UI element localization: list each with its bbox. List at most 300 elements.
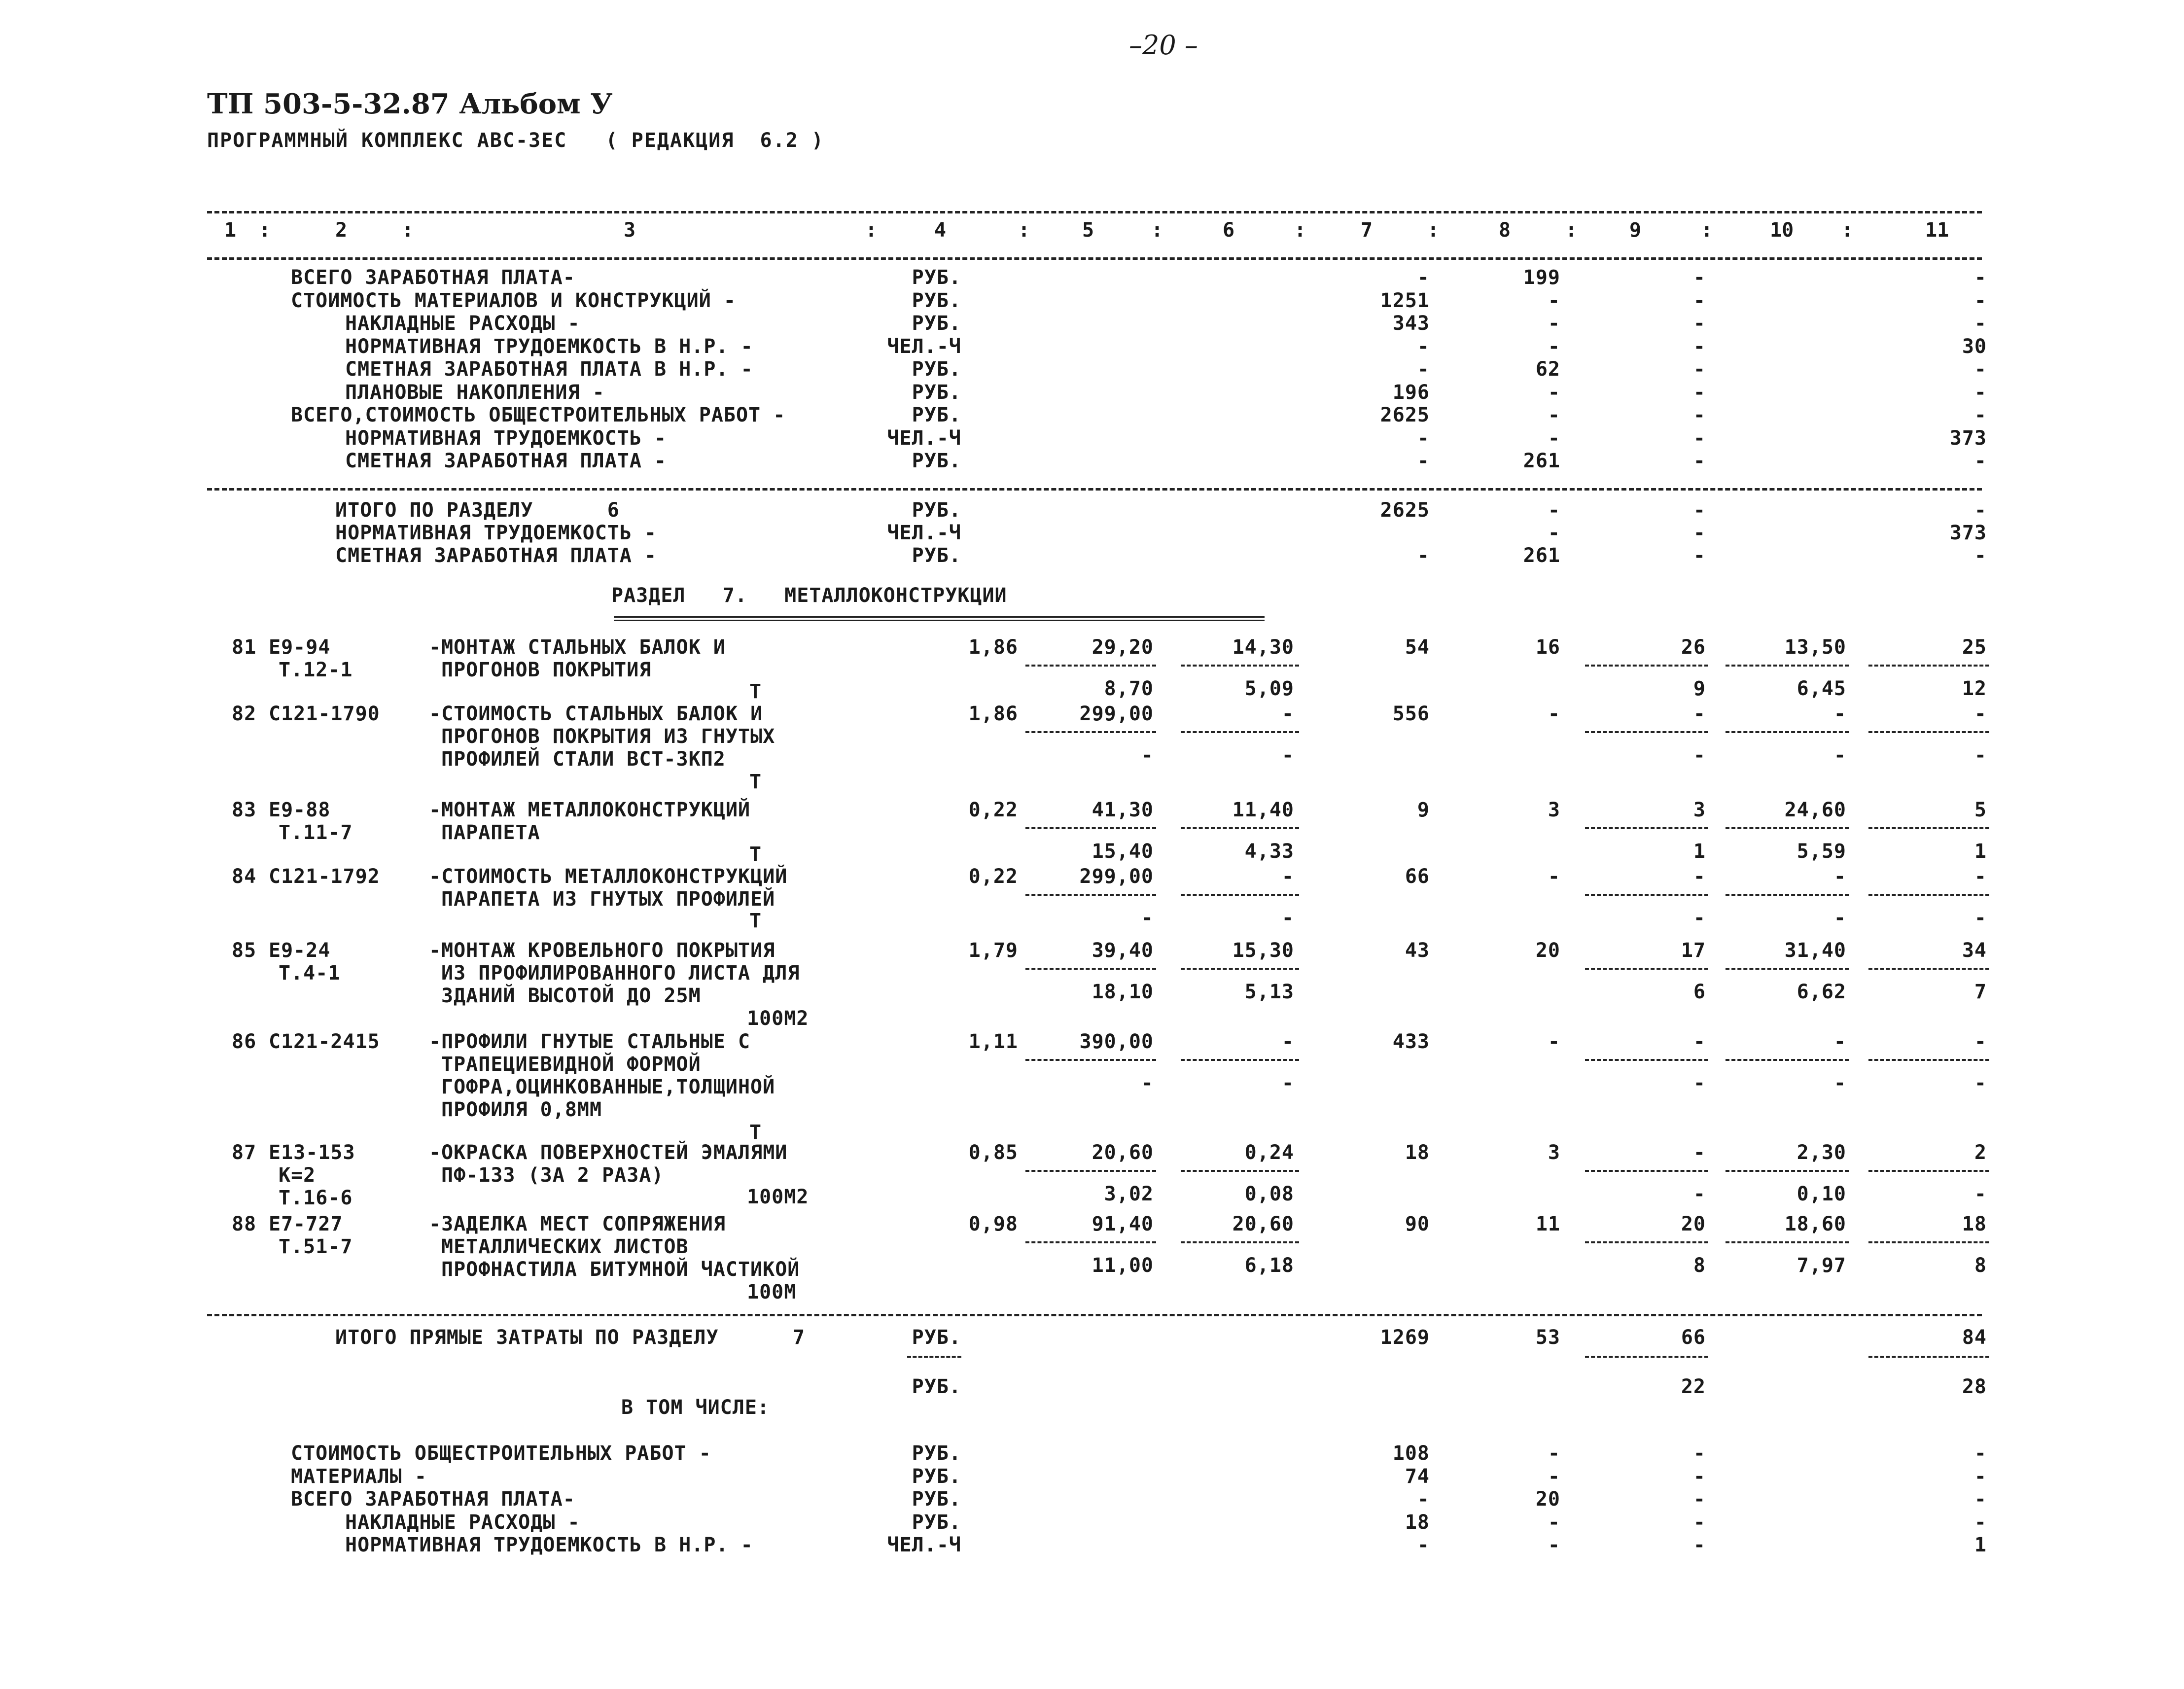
total-cost: 54 xyxy=(1405,636,1430,659)
total-cost: 556 xyxy=(1392,703,1430,725)
underline xyxy=(1025,827,1156,829)
item-unit: Т xyxy=(749,771,762,793)
summary-label: ВСЕГО ЗАРАБОТНАЯ ПЛАТА- xyxy=(291,266,575,289)
summary-unit: ЧЕЛ.-Ч xyxy=(887,522,961,544)
underline xyxy=(1181,1170,1299,1172)
col11-value: - xyxy=(1974,381,1987,404)
col11-value: - xyxy=(1974,1030,1987,1053)
col9-value: - xyxy=(1693,1442,1706,1465)
col8-value: 199 xyxy=(1523,266,1560,289)
col11-sub: - xyxy=(1974,744,1987,767)
summary-unit: РУБ. xyxy=(912,312,961,335)
underline xyxy=(1181,827,1299,829)
col7-value: - xyxy=(1417,1534,1430,1556)
underline xyxy=(1025,665,1156,667)
unit-wage: 14,30 xyxy=(1232,636,1294,659)
col7-value: 18 xyxy=(1405,1511,1430,1534)
total-wage: 3 xyxy=(1548,799,1560,821)
unit-price: 299,00 xyxy=(1079,703,1154,725)
col9-sub: 8 xyxy=(1693,1254,1706,1277)
summary-label: МАТЕРИАЛЫ - xyxy=(291,1465,427,1488)
item-description: ПРОГОНОВ ПОКРЫТИЯ ИЗ ГНУТЫХ xyxy=(441,725,775,748)
unit-wage: - xyxy=(1281,703,1294,725)
qty-value: 0,85 xyxy=(968,1141,1018,1164)
underline xyxy=(1585,968,1708,970)
item-description: -МОНТАЖ СТАЛЬНЫХ БАЛОК И xyxy=(429,636,726,659)
col9-value: - xyxy=(1693,1465,1706,1488)
underline xyxy=(1025,968,1156,970)
item-description: -МОНТАЖ МЕТАЛЛОКОНСТРУКЦИЙ xyxy=(429,799,751,821)
summary-label: ВСЕГО ЗАРАБОТНАЯ ПЛАТА- xyxy=(291,1488,575,1511)
item-unit: 100М2 xyxy=(747,1186,809,1208)
section-title: РАЗДЕЛ 7. МЕТАЛЛОКОНСТРУКЦИИ xyxy=(611,584,1007,607)
item-code: С121-1790 xyxy=(269,703,380,725)
underline xyxy=(1025,1170,1156,1172)
unit-price-sub: 11,00 xyxy=(1092,1254,1154,1277)
item-number: 86 xyxy=(232,1030,257,1053)
direct-total-cost: 1269 xyxy=(1380,1326,1430,1349)
underline xyxy=(1181,665,1299,667)
col10-value: 2,30 xyxy=(1797,1141,1846,1164)
col9-value: - xyxy=(1693,381,1706,404)
item-unit: Т xyxy=(749,680,762,703)
section-rule xyxy=(207,1314,1982,1316)
total-wage: 3 xyxy=(1548,1141,1560,1164)
col9-value: - xyxy=(1693,499,1706,522)
col9-sub: 6 xyxy=(1693,981,1706,1003)
total-wage: - xyxy=(1548,703,1560,725)
col11-value: - xyxy=(1974,289,1987,312)
header-col: 5 xyxy=(1082,219,1094,242)
col11-value: - xyxy=(1974,499,1987,522)
underline xyxy=(1025,1241,1156,1243)
direct-total-col9-sub: 22 xyxy=(1681,1375,1706,1398)
col8-value: 261 xyxy=(1523,544,1560,567)
header-col: : xyxy=(1151,219,1163,242)
col9-value: 26 xyxy=(1681,636,1706,659)
unit-price: 39,40 xyxy=(1092,939,1154,962)
item-description: ПРОФНАСТИЛА БИТУМНОЙ ЧАСТИКОЙ xyxy=(441,1258,800,1281)
item-code-ref: Т.4-1 xyxy=(279,962,341,985)
total-cost: 18 xyxy=(1405,1141,1430,1164)
item-description: ПАРАПЕТА ИЗ ГНУТЫХ ПРОФИЛЕЙ xyxy=(441,888,775,911)
unit-price: 390,00 xyxy=(1079,1030,1154,1053)
col11-value: - xyxy=(1974,404,1987,426)
col8-value: - xyxy=(1548,499,1560,522)
col9-value: - xyxy=(1693,1534,1706,1556)
total-wage: 11 xyxy=(1535,1213,1560,1235)
col11-value: 18 xyxy=(1962,1213,1987,1235)
col8-value: - xyxy=(1548,1534,1560,1556)
col11-value: - xyxy=(1974,358,1987,381)
col7-value: 108 xyxy=(1392,1442,1430,1465)
col11-value: - xyxy=(1974,266,1987,289)
total-cost: 43 xyxy=(1405,939,1430,962)
summary-unit: РУБ. xyxy=(912,289,961,312)
underline xyxy=(1025,731,1156,733)
summary-label: ИТОГО ПО РАЗДЕЛУ 6 xyxy=(335,499,620,522)
total-wage: 16 xyxy=(1535,636,1560,659)
col7-value: 1251 xyxy=(1380,289,1430,312)
col9-value: - xyxy=(1693,358,1706,381)
summary-unit: РУБ. xyxy=(912,266,961,289)
col9-value: 17 xyxy=(1681,939,1706,962)
col8-value: - xyxy=(1548,289,1560,312)
unit-wage-sub: 6,18 xyxy=(1244,1254,1294,1277)
col11-sub: 8 xyxy=(1974,1254,1987,1277)
underline xyxy=(1181,1241,1299,1243)
underline xyxy=(1726,968,1849,970)
col10-sub: 6,62 xyxy=(1797,981,1846,1003)
col11-value: 1 xyxy=(1974,1534,1987,1556)
col11-sub: - xyxy=(1974,907,1987,929)
col8-value: - xyxy=(1548,312,1560,335)
underline xyxy=(1181,1059,1299,1061)
qty-value: 0,22 xyxy=(968,865,1018,888)
col7-value: - xyxy=(1417,450,1430,472)
item-description: ЗДАНИЙ ВЫСОТОЙ ДО 25М xyxy=(441,985,701,1007)
item-code: Е13-153 xyxy=(269,1141,355,1164)
col8-value: 62 xyxy=(1535,358,1560,381)
header-col: : xyxy=(1565,219,1578,242)
page-number: –20 – xyxy=(1129,30,1198,61)
summary-label: СМЕТНАЯ ЗАРАБОТНАЯ ПЛАТА - xyxy=(345,450,667,472)
col11-value: 2 xyxy=(1974,1141,1987,1164)
underline xyxy=(1585,1059,1708,1061)
col7-value: 196 xyxy=(1392,381,1430,404)
summary-label: НОРМАТИВНАЯ ТРУДОЕМКОСТЬ - xyxy=(345,426,667,450)
col9-value: - xyxy=(1693,544,1706,567)
unit-price: 299,00 xyxy=(1079,865,1154,888)
summary-label: НОРМАТИВНАЯ ТРУДОЕМКОСТЬ В Н.Р. - xyxy=(345,335,753,358)
unit-price-sub: 18,10 xyxy=(1092,981,1154,1003)
item-description: -ПРОФИЛИ ГНУТЫЕ СТАЛЬНЫЕ С xyxy=(429,1030,751,1053)
total-wage: - xyxy=(1548,1030,1560,1053)
col8-value: - xyxy=(1548,404,1560,426)
underline xyxy=(1585,827,1708,829)
col10-value: 24,60 xyxy=(1784,799,1846,821)
col10-sub: - xyxy=(1833,744,1846,767)
underline xyxy=(1726,1170,1849,1172)
underline xyxy=(1585,1241,1708,1243)
item-description: ПРОГОНОВ ПОКРЫТИЯ xyxy=(441,659,652,681)
underline xyxy=(1585,1170,1708,1172)
direct-total-unit: РУБ. xyxy=(912,1375,961,1398)
header-col: : xyxy=(1701,219,1713,242)
item-description: -ОКРАСКА ПОВЕРХНОСТЕЙ ЭМАЛЯМИ xyxy=(429,1141,788,1164)
summary-label: СМЕТНАЯ ЗАРАБОТНАЯ ПЛАТА В Н.Р. - xyxy=(345,358,753,381)
summary-unit: РУБ. xyxy=(912,1488,961,1511)
unit-price-sub: - xyxy=(1141,907,1154,929)
col8-value: - xyxy=(1548,1511,1560,1534)
item-unit: Т xyxy=(749,1121,762,1144)
underline xyxy=(907,1356,961,1358)
item-description: ПРОФИЛЯ 0,8ММ xyxy=(441,1098,602,1121)
col7-value: 2625 xyxy=(1380,499,1430,522)
col7-value: - xyxy=(1417,544,1430,567)
item-number: 87 xyxy=(232,1141,257,1164)
col11-value: - xyxy=(1974,703,1987,725)
underline xyxy=(1585,731,1708,733)
unit-wage: 15,30 xyxy=(1232,939,1294,962)
header-col: 3 xyxy=(624,219,636,242)
item-code: С121-1792 xyxy=(269,865,380,888)
col11-value: 25 xyxy=(1962,636,1987,659)
col7-value: 2625 xyxy=(1380,404,1430,426)
unit-price-sub: 15,40 xyxy=(1092,840,1154,863)
col9-value: - xyxy=(1693,312,1706,335)
unit-wage: - xyxy=(1281,865,1294,888)
underline xyxy=(1868,968,1989,970)
item-number: 83 xyxy=(232,799,257,821)
underline xyxy=(1868,665,1989,667)
summary-label: СТОИМОСТЬ ОБЩЕСТРОИТЕЛЬНЫХ РАБОТ - xyxy=(291,1442,711,1465)
item-number: 85 xyxy=(232,939,257,962)
summary-unit: РУБ. xyxy=(912,404,961,426)
unit-wage: 20,60 xyxy=(1232,1213,1294,1235)
col11-value: - xyxy=(1974,1442,1987,1465)
item-code-ref: К=2 xyxy=(279,1164,316,1187)
col11-value: - xyxy=(1974,450,1987,472)
item-code: Е9-88 xyxy=(269,799,331,821)
unit-price: 41,30 xyxy=(1092,799,1154,821)
col11-sub: 7 xyxy=(1974,981,1987,1003)
col7-value: - xyxy=(1417,1488,1430,1511)
item-description: -СТОИМОСТЬ МЕТАЛЛОКОНСТРУКЦИЙ xyxy=(429,865,788,888)
col9-sub: 9 xyxy=(1693,677,1706,700)
item-unit: Т xyxy=(749,910,762,932)
header-col: : xyxy=(1294,219,1306,242)
item-description: ПФ-133 (ЗА 2 РАЗА) xyxy=(441,1164,664,1187)
col9-sub: 1 xyxy=(1693,840,1706,863)
total-wage: - xyxy=(1548,865,1560,888)
col9-value: - xyxy=(1693,1488,1706,1511)
col11-sub: 1 xyxy=(1974,840,1987,863)
col8-value: - xyxy=(1548,426,1560,450)
header-col: 10 xyxy=(1770,219,1794,242)
col8-value: 20 xyxy=(1535,1488,1560,1511)
item-code-ref: Т.16-6 xyxy=(279,1187,353,1209)
col10-value: 18,60 xyxy=(1784,1213,1846,1235)
summary-label: ВСЕГО,СТОИМОСТЬ ОБЩЕСТРОИТЕЛЬНЫХ РАБОТ - xyxy=(291,404,786,426)
underline xyxy=(1585,665,1708,667)
underline xyxy=(1868,894,1989,896)
underline xyxy=(1181,968,1299,970)
col9-value: - xyxy=(1693,1030,1706,1053)
document-subtitle: ПРОГРАММНЫЙ КОМПЛЕКС АВС-3ЕС ( РЕДАКЦИЯ 6.2 ) xyxy=(207,129,824,152)
header-col: : xyxy=(865,219,878,242)
underline xyxy=(1585,1356,1708,1358)
qty-value: 1,11 xyxy=(968,1030,1018,1053)
item-description: ГОФРА,ОЦИНКОВАННЫЕ,ТОЛЩИНОЙ xyxy=(441,1076,775,1098)
col11-sub: - xyxy=(1974,1072,1987,1094)
direct-total-unit: РУБ. xyxy=(912,1326,961,1349)
col11-value: 5 xyxy=(1974,799,1987,821)
summary-unit: РУБ. xyxy=(912,499,961,522)
item-description: -МОНТАЖ КРОВЕЛЬНОГО ПОКРЫТИЯ xyxy=(429,939,775,962)
including-label: В ТОМ ЧИСЛЕ: xyxy=(621,1396,770,1419)
unit-wage: 0,24 xyxy=(1244,1141,1294,1164)
underline xyxy=(1868,1241,1989,1243)
col11-value: 373 xyxy=(1949,522,1987,544)
unit-wage-sub: - xyxy=(1281,907,1294,929)
summary-label: СМЕТНАЯ ЗАРАБОТНАЯ ПЛАТА - xyxy=(335,544,657,567)
underline xyxy=(1868,731,1989,733)
col9-value: - xyxy=(1693,522,1706,544)
direct-total-col9: 66 xyxy=(1681,1326,1706,1349)
header-col: : xyxy=(259,219,271,242)
item-code-ref: Т.11-7 xyxy=(279,821,353,844)
underline xyxy=(1868,1356,1989,1358)
col9-sub: - xyxy=(1693,907,1706,929)
col11-value: 30 xyxy=(1962,335,1987,358)
unit-price-sub: - xyxy=(1141,744,1154,767)
unit-wage-sub: 0,08 xyxy=(1244,1183,1294,1205)
col9-value: 3 xyxy=(1693,799,1706,821)
summary-label: НАКЛАДНЫЕ РАСХОДЫ - xyxy=(345,312,580,335)
item-code: Е9-24 xyxy=(269,939,331,962)
item-number: 82 xyxy=(232,703,257,725)
col9-value: - xyxy=(1693,1511,1706,1534)
item-description: -ЗАДЕЛКА МЕСТ СОПРЯЖЕНИЯ xyxy=(429,1213,726,1235)
total-cost: 66 xyxy=(1405,865,1430,888)
underline xyxy=(1868,1059,1989,1061)
document-title: ТП 503-5-32.87 Альбом У xyxy=(207,88,613,120)
col9-value: - xyxy=(1693,703,1706,725)
col8-value: - xyxy=(1548,1442,1560,1465)
col11-value: - xyxy=(1974,865,1987,888)
col7-value: - xyxy=(1417,426,1430,450)
col10-sub: 5,59 xyxy=(1797,840,1846,863)
unit-price: 20,60 xyxy=(1092,1141,1154,1164)
underline xyxy=(1726,1241,1849,1243)
summary-label: ПЛАНОВЫЕ НАКОПЛЕНИЯ - xyxy=(345,381,605,404)
col9-value: - xyxy=(1693,404,1706,426)
col11-value: - xyxy=(1974,544,1987,567)
col8-value: - xyxy=(1548,1465,1560,1488)
col7-value: 74 xyxy=(1405,1465,1430,1488)
item-number: 81 xyxy=(232,636,257,659)
unit-wage-sub: 5,13 xyxy=(1244,981,1294,1003)
qty-value: 0,22 xyxy=(968,799,1018,821)
underline xyxy=(1726,1059,1849,1061)
summary-unit: РУБ. xyxy=(912,1511,961,1534)
col9-value: - xyxy=(1693,865,1706,888)
summary-unit: РУБ. xyxy=(912,358,961,381)
underline xyxy=(1181,894,1299,896)
total-cost: 90 xyxy=(1405,1213,1430,1235)
col8-value: 261 xyxy=(1523,450,1560,472)
unit-wage-sub: 5,09 xyxy=(1244,677,1294,700)
col9-value: - xyxy=(1693,335,1706,358)
total-cost: 9 xyxy=(1417,799,1430,821)
unit-wage: - xyxy=(1281,1030,1294,1053)
col9-sub: - xyxy=(1693,1072,1706,1094)
section-rule xyxy=(207,488,1982,491)
item-description: МЕТАЛЛИЧЕСКИХ ЛИСТОВ xyxy=(441,1235,689,1258)
unit-wage: 11,40 xyxy=(1232,799,1294,821)
col10-value: - xyxy=(1833,1030,1846,1053)
underline xyxy=(1025,894,1156,896)
item-description: ПАРАПЕТА xyxy=(441,821,540,844)
col10-value: - xyxy=(1833,865,1846,888)
col11-value: 373 xyxy=(1949,426,1987,450)
header-col: 9 xyxy=(1629,219,1642,242)
summary-unit: РУБ. xyxy=(912,1442,961,1465)
direct-total-col11: 84 xyxy=(1962,1326,1987,1349)
col9-value: - xyxy=(1693,266,1706,289)
col7-value: - xyxy=(1417,266,1430,289)
col8-value: - xyxy=(1548,381,1560,404)
direct-total-wage: 53 xyxy=(1535,1326,1560,1349)
direct-total-label: ИТОГО ПРЯМЫЕ ЗАТРАТЫ ПО РАЗДЕЛУ 7 xyxy=(335,1326,806,1349)
col10-value: 31,40 xyxy=(1784,939,1846,962)
summary-unit: РУБ. xyxy=(912,381,961,404)
col10-sub: - xyxy=(1833,1072,1846,1094)
total-wage: 20 xyxy=(1535,939,1560,962)
unit-price: 29,20 xyxy=(1092,636,1154,659)
item-unit: 100М xyxy=(747,1281,797,1303)
header-col: : xyxy=(1018,219,1030,242)
header-col: 1 xyxy=(224,219,237,242)
header-col: 6 xyxy=(1223,219,1235,242)
header-col: : xyxy=(1841,219,1854,242)
item-code: Е9-94 xyxy=(269,636,331,659)
unit-wage-sub: - xyxy=(1281,744,1294,767)
item-description: -СТОИМОСТЬ СТАЛЬНЫХ БАЛОК И xyxy=(429,703,763,725)
item-description: ИЗ ПРОФИЛИРОВАННОГО ЛИСТА ДЛЯ xyxy=(441,962,800,985)
qty-value: 1,86 xyxy=(968,636,1018,659)
summary-label: НАКЛАДНЫЕ РАСХОДЫ - xyxy=(345,1511,580,1534)
unit-price-sub: - xyxy=(1141,1072,1154,1094)
header-col: 11 xyxy=(1925,219,1949,242)
total-cost: 433 xyxy=(1392,1030,1430,1053)
col7-value: 343 xyxy=(1392,312,1430,335)
col9-value: 20 xyxy=(1681,1213,1706,1235)
unit-wage-sub: - xyxy=(1281,1072,1294,1094)
item-code: С121-2415 xyxy=(269,1030,380,1053)
item-unit: 100М2 xyxy=(747,1007,809,1030)
underline xyxy=(1726,827,1849,829)
qty-value: 0,98 xyxy=(968,1213,1018,1235)
col11-value: - xyxy=(1974,312,1987,335)
item-unit: Т xyxy=(749,843,762,866)
header-col: 7 xyxy=(1361,219,1373,242)
underline xyxy=(1726,731,1849,733)
header-bottom-rule xyxy=(207,257,1982,260)
col11-value: 34 xyxy=(1962,939,1987,962)
qty-value: 1,86 xyxy=(968,703,1018,725)
col9-value: - xyxy=(1693,426,1706,450)
col9-value: - xyxy=(1693,1141,1706,1164)
item-description: ПРОФИЛЕЙ СТАЛИ ВСТ-3КП2 xyxy=(441,748,726,771)
qty-value: 1,79 xyxy=(968,939,1018,962)
col8-value: - xyxy=(1548,522,1560,544)
col9-sub: - xyxy=(1693,744,1706,767)
summary-unit: РУБ. xyxy=(912,450,961,472)
underline xyxy=(1726,894,1849,896)
summary-label: НОРМАТИВНАЯ ТРУДОЕМКОСТЬ - xyxy=(335,522,657,544)
col10-value: 13,50 xyxy=(1784,636,1846,659)
underline xyxy=(1868,827,1989,829)
underline xyxy=(1181,731,1299,733)
section-title-underline xyxy=(614,616,1265,621)
unit-price-sub: 3,02 xyxy=(1104,1183,1154,1205)
item-code: Е7-727 xyxy=(269,1213,343,1235)
underline xyxy=(1868,1170,1989,1172)
col11-sub: 12 xyxy=(1962,677,1987,700)
unit-price-sub: 8,70 xyxy=(1104,677,1154,700)
